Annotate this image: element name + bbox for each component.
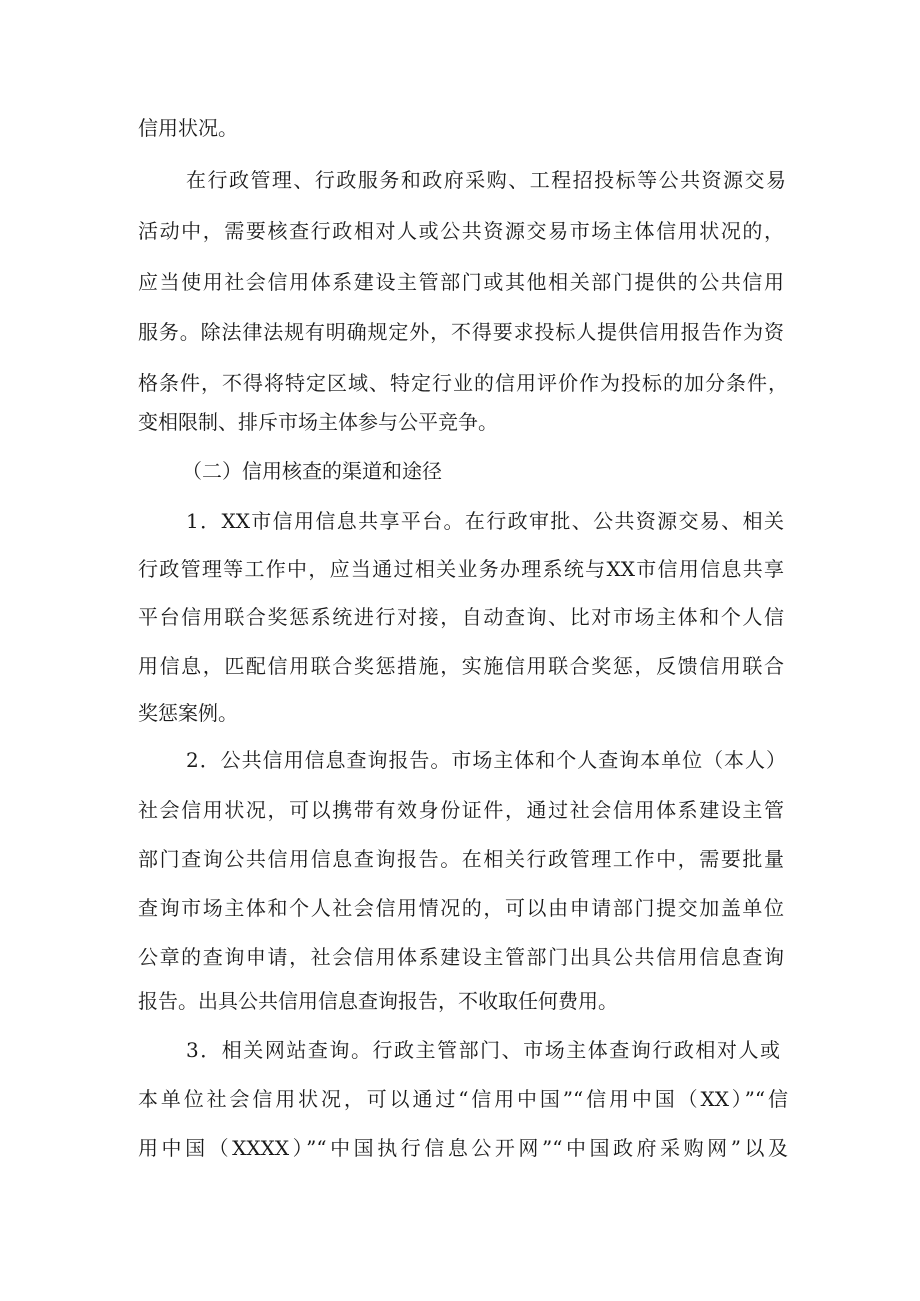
text-line: 活动中，需要核查行政相对人或公共资源交易市场主体信用状况的， xyxy=(138,219,784,243)
text-line: 平台信用联合奖惩系统进行对接，自动查询、比对市场主体和个人信 xyxy=(138,605,784,629)
paragraph-first-line: 3．相关网站查询。行政主管部门、市场主体查询行政相对人或 xyxy=(186,1038,780,1062)
paragraph-first-line: 2．公共信用信息查询报告。市场主体和个人查询本单位（本人） xyxy=(186,748,786,772)
text-line: 行政管理等工作中，应当通过相关业务办理系统与XX市信用信息共享 xyxy=(138,557,784,581)
text-line: 本单位社会信用状况，可以通过“信用中国”“信用中国（XX）”“信 xyxy=(138,1087,788,1111)
text-line: 部门查询公共信用信息查询报告。在相关行政管理工作中，需要批量 xyxy=(138,847,784,871)
text-line: 报告。出具公共信用信息查询报告，不收取任何费用。 xyxy=(138,989,618,1013)
text-line: 信用状况。 xyxy=(138,116,238,140)
text-line: 社会信用状况，可以携带有效身份证件，通过社会信用体系建设主管 xyxy=(138,798,784,822)
text-line: 奖惩案例。 xyxy=(138,701,238,725)
text-line: 格条件，不得将特定区域、特定行业的信用评价作为投标的加分条件， xyxy=(138,371,788,395)
text-line: 应当使用社会信用体系建设主管部门或其他相关部门提供的公共信用 xyxy=(138,270,784,294)
text-line: 变相限制、排斥市场主体参与公平竞争。 xyxy=(138,410,498,434)
text-line: 用中国（XXXX）”“中国执行信息公开网”“中国政府采购网”以及 xyxy=(138,1136,788,1160)
text-line: 查询市场主体和个人社会信用情况的，可以由申请部门提交加盖单位 xyxy=(138,896,784,920)
text-line: 公章的查询申请，社会信用体系建设主管部门出具公共信用信息查询 xyxy=(138,945,784,969)
text-line: 用信息，匹配信用联合奖惩措施，实施信用联合奖惩，反馈信用联合 xyxy=(138,654,784,678)
paragraph-first-line: 在行政管理、行政服务和政府采购、工程招投标等公共资源交易 xyxy=(186,168,786,192)
paragraph-first-line: 1．XX市信用信息共享平台。在行政审批、公共资源交易、相关 xyxy=(186,509,784,533)
text-line: 服务。除法律法规有明确规定外，不得要求投标人提供信用报告作为资 xyxy=(138,320,784,344)
section-heading: （二）信用核查的渠道和途径 xyxy=(182,459,442,483)
